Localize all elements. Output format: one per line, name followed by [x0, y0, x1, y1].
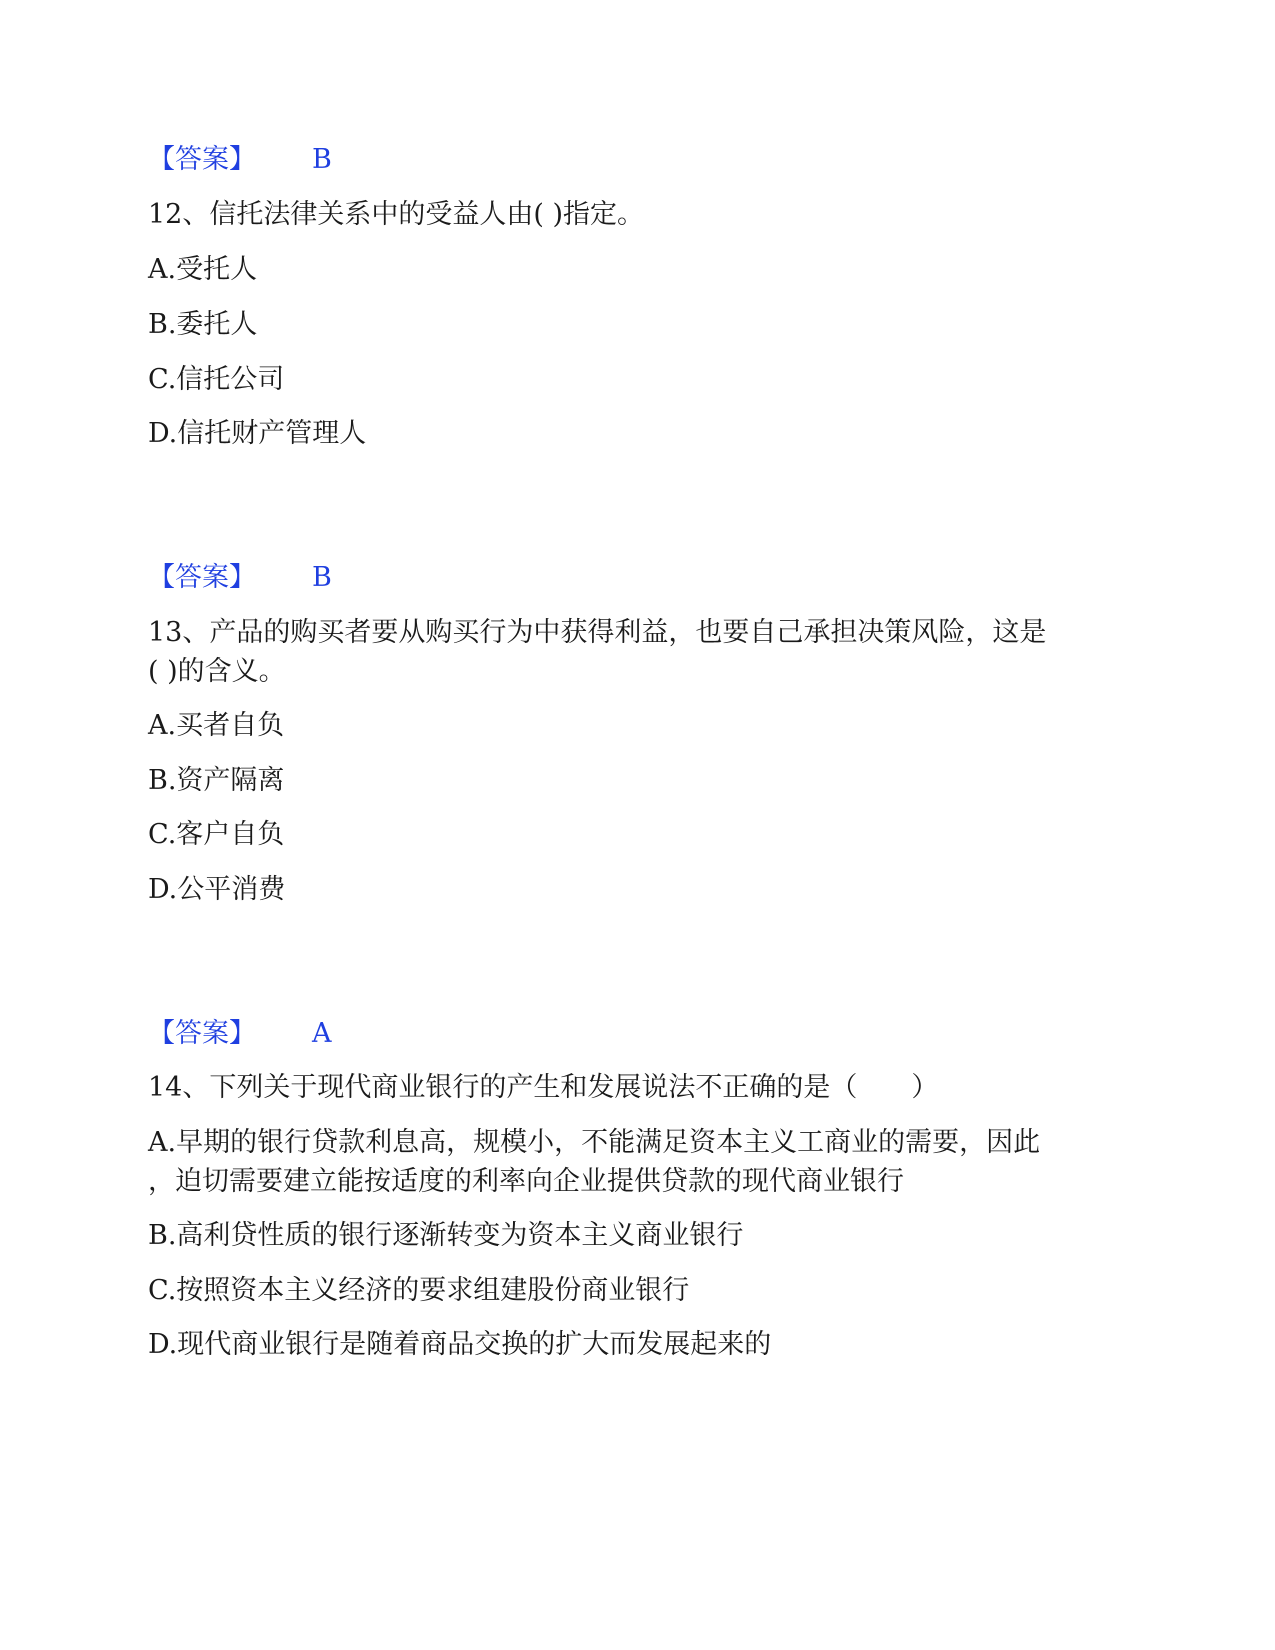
- q13-option-a: A.买者自负: [148, 710, 285, 741]
- answer-label: 【答案】: [148, 1018, 256, 1049]
- q13-option-d: D.公平消费: [148, 874, 286, 905]
- question-12: 12、信托法律关系中的受益人由( )指定。: [148, 199, 645, 230]
- answer-line-q11: [148, 140, 332, 180]
- answer-line-q13: [148, 1014, 332, 1054]
- answer-label: 【答案】: [148, 144, 256, 175]
- q14-option-d: D.现代商业银行是随着商品交换的扩大而发展起来的: [148, 1329, 772, 1360]
- question-14: 14、下列关于现代商业银行的产生和发展说法不正确的是（ ）: [148, 1072, 939, 1103]
- question-13-line-1: 13、产品的购买者要从购买行为中获得利益，也要自己承担决策风险，这是: [148, 617, 1047, 648]
- q12-option-d: D.信托财产管理人: [148, 418, 367, 449]
- q14-option-a-line-1: A.早期的银行贷款利息高，规模小，不能满足资本主义工商业的需要，因此: [148, 1127, 1041, 1158]
- q13-option-b: B.资产隔离: [148, 765, 285, 796]
- q13-option-c: C.客户自负: [148, 819, 285, 850]
- question-13-line-2: ( )的含义。: [148, 656, 286, 687]
- q12-option-c: C.信托公司: [148, 364, 285, 395]
- answer-value: B: [312, 144, 332, 175]
- q14-option-a-line-2: ，迫切需要建立能按适度的利率向企业提供贷款的现代商业银行: [148, 1166, 904, 1197]
- answer-line-q12: [148, 558, 332, 598]
- answer-value: A: [312, 1018, 332, 1049]
- q12-option-b: B.委托人: [148, 309, 258, 340]
- q14-option-c: C.按照资本主义经济的要求组建股份商业银行: [148, 1275, 690, 1306]
- answer-value: B: [312, 562, 332, 593]
- q12-option-a: A.受托人: [148, 254, 258, 285]
- answer-label: 【答案】: [148, 562, 256, 593]
- q14-option-b: B.高利贷性质的银行逐渐转变为资本主义商业银行: [148, 1220, 744, 1251]
